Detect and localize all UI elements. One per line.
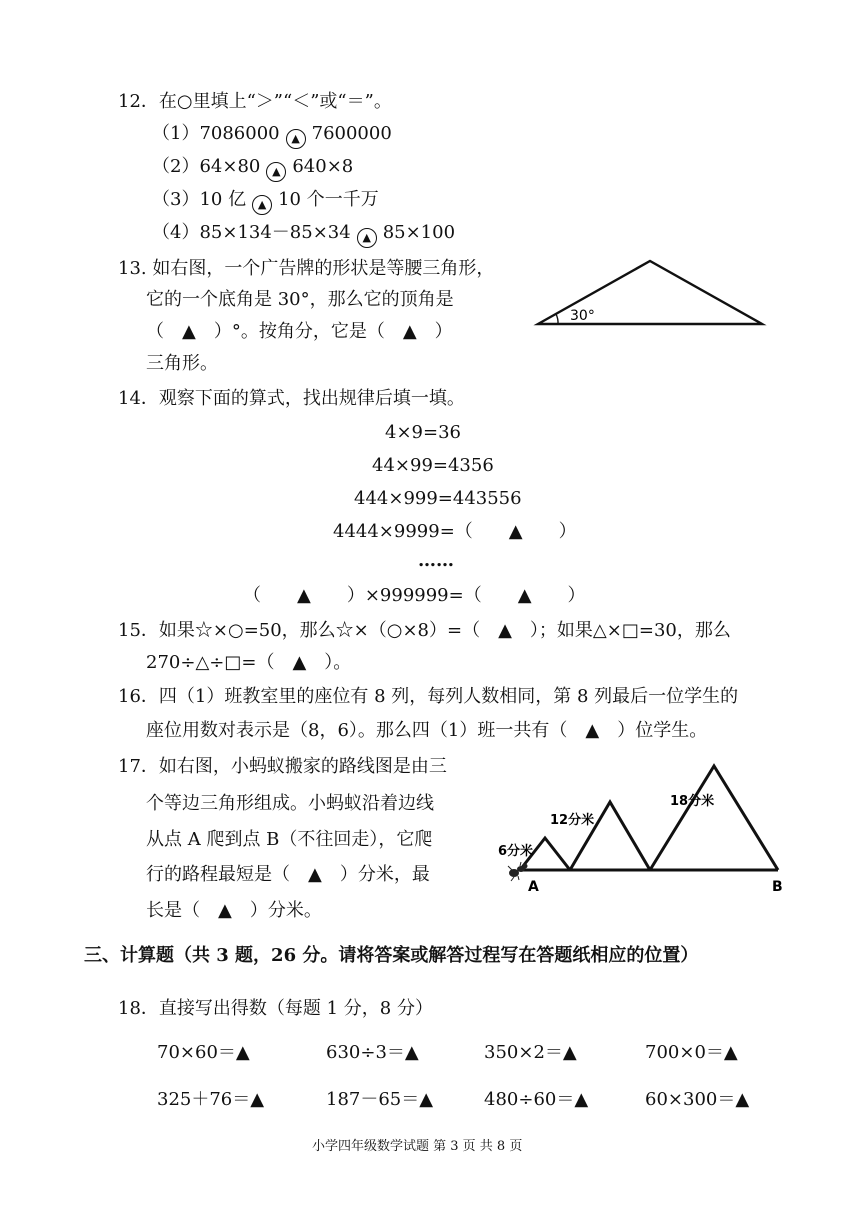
q14-title: 14．观察下面的算式，找出规律后填一填。 (118, 388, 465, 409)
q12-item-3: （3）10 亿 ▲ 10 个一千万 (152, 187, 379, 215)
isosceles-triangle-figure (530, 252, 780, 337)
q16-line-1: 16．四（1）班教室里的座位有 8 列，每列人数相同，第 8 列最后一位学生的 (118, 686, 739, 707)
q13-line-4: 三角形。 (146, 353, 218, 374)
q13-line-2: 它的一个底角是 30°，那么它的顶角是 (146, 289, 454, 310)
q18-r1-c2: 630÷3＝▲ (326, 1042, 419, 1063)
side-6-label: 6分米 (498, 844, 534, 859)
q17-line-2: 个等边三角形组成。小蚂蚁沿着边线 (146, 793, 434, 814)
q14-eq-2: 44×99=4356 (372, 455, 494, 476)
page-footer: 小学四年级数学试题 第 3 页 共 8 页 (312, 1139, 523, 1154)
q13-line-3: （ ▲ ）°。按角分，它是（ ▲ ） (146, 321, 453, 342)
q18-r2-c1: 325＋76＝▲ (157, 1089, 265, 1110)
q12-item-2: （2）64×80 ▲ 640×8 (152, 154, 353, 182)
q14-ellipsis: …… (418, 550, 454, 571)
ant-route-figure (490, 758, 790, 898)
q18-title: 18．直接写出得数（每题 1 分，8 分） (118, 998, 433, 1019)
answer-circle[interactable]: ▲ (252, 195, 272, 215)
side-18-label: 18分米 (670, 794, 715, 809)
q12-item-4: （4）85×134－85×34 ▲ 85×100 (152, 220, 455, 248)
q14-eq-3: 444×999=443556 (354, 488, 522, 509)
q14-eq-5: （ ▲ ）×999999=（ ▲ ） (243, 585, 586, 606)
q17-line-4: 行的路程最短是（ ▲ ）分米，最 (146, 864, 430, 885)
answer-circle[interactable]: ▲ (357, 228, 377, 248)
answer-circle[interactable]: ▲ (266, 162, 286, 182)
point-a-label: A (528, 879, 539, 895)
q12-item-1: （1）7086000 ▲ 7600000 (152, 121, 392, 149)
q18-r1-c4: 700×0＝▲ (645, 1042, 738, 1063)
section-3-heading: 三、计算题（共 3 题，26 分。请将答案或解答过程写在答题纸相应的位置） (84, 945, 699, 966)
q18-r2-c3: 480÷60＝▲ (484, 1089, 589, 1110)
q15-line-2: 270÷△÷□=（ ▲ ）。 (146, 652, 352, 673)
q18-r1-c1: 70×60＝▲ (157, 1042, 250, 1063)
answer-circle[interactable]: ▲ (286, 129, 306, 149)
q17-line-5: 长是（ ▲ ）分米。 (146, 900, 322, 921)
q18-r2-c4: 60×300＝▲ (645, 1089, 750, 1110)
point-b-label: B (772, 879, 783, 895)
q15-line-1: 15．如果☆×○=50，那么☆×（○×8）=（ ▲ ）；如果△×□=30，那么 (118, 620, 731, 641)
side-12-label: 12分米 (550, 813, 595, 828)
q18-r2-c2: 187－65＝▲ (326, 1089, 434, 1110)
q12-title: 12．在○里填上“＞”“＜”或“＝”。 (118, 91, 392, 112)
angle-label: 30° (570, 308, 595, 324)
q18-r1-c3: 350×2＝▲ (484, 1042, 577, 1063)
q17-line-1: 17．如右图，小蚂蚁搬家的路线图是由三 (118, 756, 447, 777)
q14-eq-1: 4×9=36 (385, 422, 461, 443)
q17-line-3: 从点 A 爬到点 B（不往回走），它爬 (146, 829, 433, 850)
q14-eq-4: 4444×9999=（ ▲ ） (333, 521, 577, 542)
q13-line-1: 13. 如右图，一个广告牌的形状是等腰三角形， (118, 258, 495, 279)
q16-line-2: 座位用数对表示是（8，6）。那么四（1）班一共有（ ▲ ）位学生。 (146, 720, 708, 741)
